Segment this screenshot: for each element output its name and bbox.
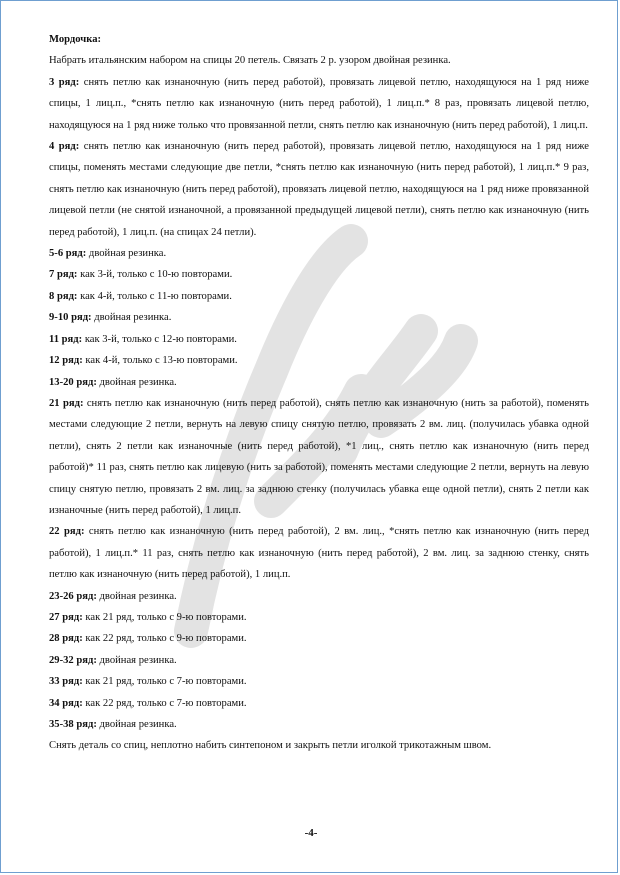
- list-item: [49, 628, 589, 649]
- row-label: 12 ряд:: [49, 355, 83, 367]
- list-item: [49, 264, 589, 285]
- row-instructions: как 21 ряд, только с 7-ю повторами.: [82, 676, 247, 688]
- list-item: [49, 393, 589, 521]
- list-item: [49, 243, 589, 264]
- row-label: 5-6 ряд:: [49, 248, 87, 260]
- row-label: 28 ряд:: [49, 633, 83, 645]
- list-item: [49, 693, 589, 714]
- list-item: [49, 329, 589, 350]
- closing-text: Снять деталь со спиц, неплотно набить синтепоном и закрыть петли иголкой трикотажным швом.: [49, 740, 492, 752]
- row-instructions: как 22 ряд, только с 9-ю повторами.: [82, 633, 247, 645]
- row-instructions: двойная резинка.: [91, 312, 172, 324]
- row-label: 34 ряд:: [49, 697, 83, 709]
- list-item: [49, 521, 589, 585]
- row-label: 3 ряд:: [49, 76, 80, 88]
- list-item: [49, 586, 589, 607]
- row-label: 22 ряд:: [49, 526, 85, 538]
- row-instructions: как 3-й, только с 10-ю повторами.: [77, 269, 233, 281]
- list-item: [49, 307, 589, 328]
- row-label: 29-32 ряд:: [49, 654, 97, 666]
- row-instructions: как 3-й, только с 12-ю повторами.: [82, 333, 237, 345]
- row-label: 13-20 ряд:: [49, 376, 97, 388]
- row-instructions: двойная резинка.: [96, 719, 177, 730]
- pattern-text: [49, 29, 589, 757]
- row-instructions: снять петлю как изнаночную (нить перед работой), 2 вм. лиц., *снять петлю как изнаночную (нить перед работой), 1 лиц.п.* 11 раз, снять петлю как изнаночную (нить перед работой), 2 вм. лиц. за заднюю стенку, снять петлю как изнаночную (нить перед работой), 1 лиц.п.: [49, 526, 589, 581]
- row-label: 7 ряд:: [49, 269, 78, 281]
- section-title: Мордочка:: [49, 34, 102, 45]
- row-instructions: снять петлю как изнаночную (нить перед работой), снять петлю как изнаночную (нить за работой), поменять местами следующие 2 петли, вернуть на левую спицу снятую петлю, провязать 2 вм. лиц. (получилась убавка одной петли), снять 2 петли как изнаночные (нить перед работой), *1 лиц., снять петлю как изнаночную (нить перед работой)* 11 раз, снять петлю как лицевую (нить за работой), поменять местами следующие 2 петли, вернуть на левую спицу снятую петлю, провязать 2 вм. лиц. за заднюю стенку (получилась убавка еще одной петли), снять 2 петли как изнаночные (нить перед работой), 1 лиц.п.: [49, 397, 589, 516]
- list-item: [49, 350, 589, 371]
- list-item: [49, 136, 589, 243]
- list-item: [49, 72, 589, 136]
- row-instructions: снять петлю как изнаночную (нить перед работой), провязать лицевой петлю, находящуюся на 1 ряд ниже спицы, поменять местами следующие две петли, *снять петлю как изнаночную (нить перед работой), 1 лиц.п.* 9 раз, снять петлю как изнаночную (нить перед работой), провязать лицевой петлю, находящуюся на 1 ряд ниже провязанной лицевой петли (не снятой изнаночной, а провязанной предыдущей лицевой петли), снять петлю как изнаночную (нить перед работой), 1 лиц.п. (на спицах 24 петли).: [49, 141, 589, 238]
- list-item: [49, 671, 589, 692]
- page-number: -4-: [304, 827, 318, 839]
- row-instructions: как 22 ряд, только с 7-ю повторами.: [82, 697, 247, 709]
- row-label: 23-26 ряд:: [49, 590, 97, 602]
- list-item: [49, 607, 589, 628]
- row-instructions: как 4-й, только с 13-ю повторами.: [82, 355, 238, 367]
- row-label: 33 ряд:: [49, 676, 83, 688]
- row-instructions: двойная резинка.: [96, 654, 177, 666]
- row-label: 35-38 ряд:: [49, 719, 97, 730]
- row-label: 8 ряд:: [49, 290, 78, 302]
- row-label: 11 ряд:: [49, 333, 83, 345]
- row-instructions: как 21 ряд, только с 9-ю повторами.: [82, 611, 247, 623]
- row-label: 9-10 ряд:: [49, 312, 92, 324]
- row-label: 21 ряд:: [49, 397, 84, 409]
- row-instructions: двойная резинка.: [86, 248, 167, 260]
- list-item: [49, 714, 589, 735]
- list-item: [49, 372, 589, 393]
- rows-list: [49, 72, 589, 736]
- list-item: [49, 286, 589, 307]
- row-label: 4 ряд:: [49, 141, 80, 153]
- intro-text: Набрать итальянским набором на спицы 20 петель. Связать 2 р. узором двойная резинка.: [49, 55, 451, 67]
- row-instructions: как 4-й, только с 11-ю повторами.: [77, 290, 232, 302]
- row-instructions: двойная резинка.: [96, 376, 177, 388]
- list-item: [49, 650, 589, 671]
- row-label: 27 ряд:: [49, 611, 83, 623]
- row-instructions: двойная резинка.: [96, 590, 177, 602]
- row-instructions: снять петлю как изнаночную (нить перед работой), провязать лицевой петлю, находящуюся на 1 ряд ниже спицы, 1 лиц.п., *снять петлю как изнаночную (нить перед работой), 1 лиц.п.* 8 раз, провязать лицевой петлю, находящуюся на 1 ряд ниже только что провязанной петли, снять петлю как изнаночную (нить перед работой), 1 лиц.п.: [49, 76, 589, 131]
